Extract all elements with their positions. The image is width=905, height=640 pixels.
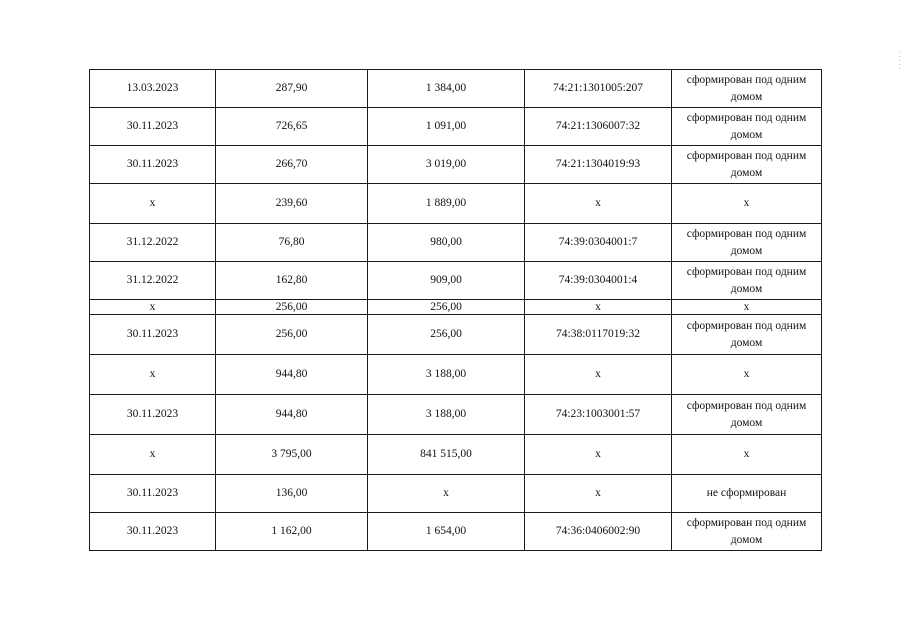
area-cell: 944,80 (216, 355, 368, 395)
table-row (90, 395, 822, 435)
status-cell: сформирован под одним домом (672, 224, 822, 262)
scan-artifact (899, 52, 901, 92)
cadastral-number-cell: х (525, 355, 672, 395)
cadastral-number-cell: 74:21:1306007:32 (525, 108, 672, 146)
area-cell: 162,80 (216, 262, 368, 300)
date-cell: 30.11.2023 (90, 146, 216, 184)
cadastral-number-cell: х (525, 300, 672, 315)
value-cell: 1 384,00 (368, 70, 525, 108)
status-cell: сформирован под одним домом (672, 513, 822, 551)
status-cell: сформирован под одним домом (672, 262, 822, 300)
date-cell: 30.11.2023 (90, 315, 216, 355)
date-cell: 31.12.2022 (90, 224, 216, 262)
status-cell: сформирован под одним домом (672, 70, 822, 108)
value-cell: 909,00 (368, 262, 525, 300)
cadastral-number-cell: х (525, 475, 672, 513)
value-cell: 256,00 (368, 300, 525, 315)
cadastral-number-cell: х (525, 435, 672, 475)
cadastral-number-cell: 74:21:1301005:207 (525, 70, 672, 108)
area-cell: 266,70 (216, 146, 368, 184)
cadastral-number-cell: 74:21:1304019:93 (525, 146, 672, 184)
area-cell: 726,65 (216, 108, 368, 146)
area-cell: 3 795,00 (216, 435, 368, 475)
table-row (90, 146, 822, 184)
status-cell: сформирован под одним домом (672, 146, 822, 184)
date-cell: 30.11.2023 (90, 475, 216, 513)
table-row (90, 435, 822, 475)
cadastral-number-cell: 74:23:1003001:57 (525, 395, 672, 435)
area-cell: 1 162,00 (216, 513, 368, 551)
value-cell: 3 188,00 (368, 395, 525, 435)
area-cell: 136,00 (216, 475, 368, 513)
status-cell: х (672, 355, 822, 395)
value-cell: 3 188,00 (368, 355, 525, 395)
value-cell: 1 889,00 (368, 184, 525, 224)
value-cell: 1 654,00 (368, 513, 525, 551)
status-cell: х (672, 300, 822, 315)
status-cell: х (672, 435, 822, 475)
table-row (90, 108, 822, 146)
value-cell: х (368, 475, 525, 513)
area-cell: 256,00 (216, 315, 368, 355)
status-cell: сформирован под одним домом (672, 395, 822, 435)
table-row (90, 355, 822, 395)
value-cell: 3 019,00 (368, 146, 525, 184)
status-cell: х (672, 184, 822, 224)
date-cell: 30.11.2023 (90, 395, 216, 435)
table-row (90, 224, 822, 262)
status-cell: не сформирован (672, 475, 822, 513)
table-row (90, 315, 822, 355)
data-table (89, 69, 822, 551)
value-cell: 841 515,00 (368, 435, 525, 475)
date-cell: х (90, 355, 216, 395)
area-cell: 76,80 (216, 224, 368, 262)
area-cell: 239,60 (216, 184, 368, 224)
status-cell: сформирован под одним домом (672, 108, 822, 146)
value-cell: 1 091,00 (368, 108, 525, 146)
value-cell: 256,00 (368, 315, 525, 355)
table-row (90, 184, 822, 224)
date-cell: 13.03.2023 (90, 70, 216, 108)
table-row (90, 70, 822, 108)
status-cell: сформирован под одним домом (672, 315, 822, 355)
area-cell: 944,80 (216, 395, 368, 435)
cadastral-number-cell: 74:39:0304001:7 (525, 224, 672, 262)
area-cell: 256,00 (216, 300, 368, 315)
value-cell: 980,00 (368, 224, 525, 262)
date-cell: х (90, 300, 216, 315)
table-row (90, 262, 822, 300)
date-cell: х (90, 435, 216, 475)
date-cell: 30.11.2023 (90, 108, 216, 146)
date-cell: 30.11.2023 (90, 513, 216, 551)
cadastral-number-cell: х (525, 184, 672, 224)
table-row (90, 475, 822, 513)
cadastral-number-cell: 74:38:0117019:32 (525, 315, 672, 355)
date-cell: 31.12.2022 (90, 262, 216, 300)
area-cell: 287,90 (216, 70, 368, 108)
date-cell: х (90, 184, 216, 224)
table-row (90, 513, 822, 551)
cadastral-number-cell: 74:39:0304001:4 (525, 262, 672, 300)
cadastral-number-cell: 74:36:0406002:90 (525, 513, 672, 551)
table-row (90, 300, 822, 315)
